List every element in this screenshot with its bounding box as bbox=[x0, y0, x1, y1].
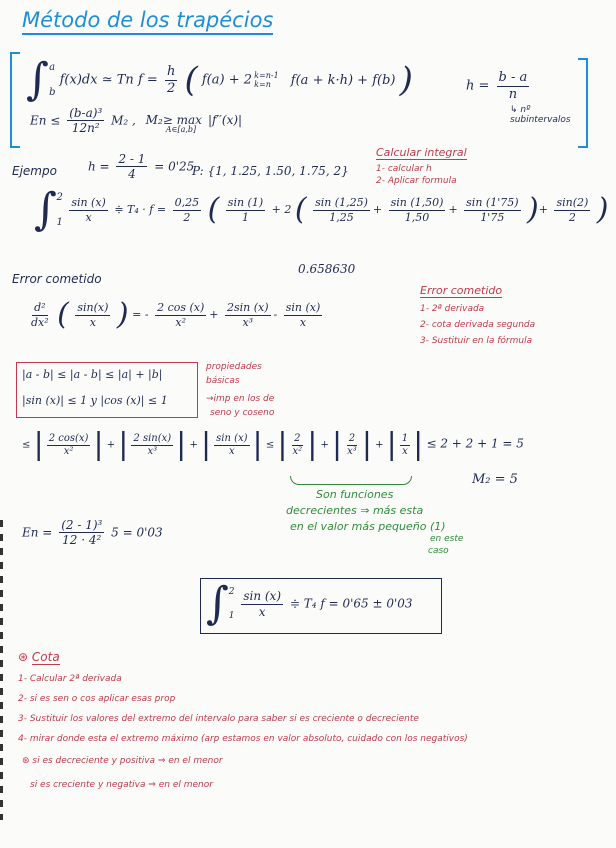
cota-step-1: 1- Calcular 2ª derivada bbox=[18, 674, 122, 684]
frac-den: x bbox=[85, 210, 92, 224]
frac-num: sin (1) bbox=[227, 196, 264, 210]
m2-subscript: A∈[a,b] bbox=[165, 125, 197, 135]
tn-symbol: Tn f bbox=[116, 72, 143, 88]
frac-den: x² bbox=[292, 445, 303, 457]
sinx-over-x bbox=[241, 589, 283, 619]
sum-term: f(a + k·h) + f(b) bbox=[290, 72, 396, 88]
final-result bbox=[206, 578, 413, 629]
integral-sign: ∫ bbox=[34, 184, 57, 235]
error-step-1: 1- 2ª derivada bbox=[420, 304, 485, 314]
example-h bbox=[88, 152, 194, 182]
frac-num: (2 - 1)³ bbox=[61, 518, 103, 532]
partition: P: {1, 1.25, 1.50, 1.75, 2} bbox=[192, 164, 349, 178]
error-lhs: En ≤ bbox=[30, 113, 61, 128]
integral-upper: 2 bbox=[56, 192, 63, 203]
page-title: Método de los trapécios bbox=[22, 8, 273, 35]
frac-den: x² bbox=[175, 315, 186, 329]
integral-lower: b bbox=[49, 87, 56, 98]
frac-num: b - a bbox=[498, 70, 528, 85]
fa-term: f(a) + 2 bbox=[201, 72, 253, 88]
frac-den: x³ bbox=[242, 315, 254, 329]
integrand: f(x)dx bbox=[59, 72, 98, 88]
coef-fraction bbox=[173, 196, 202, 223]
integral-sign: ∫ bbox=[206, 578, 229, 629]
frac-den: x bbox=[402, 445, 408, 457]
h-definition bbox=[466, 70, 532, 102]
cota-heading bbox=[18, 650, 60, 664]
eq-minus: = - bbox=[132, 308, 149, 321]
green-brace bbox=[290, 476, 412, 485]
frac-num: sin(x) bbox=[77, 301, 109, 315]
frac-num: 2 cos(x) bbox=[48, 432, 89, 444]
frac-den: 1,50 bbox=[404, 210, 430, 224]
frac-num: 2 bbox=[348, 432, 356, 444]
prop-note-3: →imp en los de bbox=[206, 394, 275, 404]
plus-two: + 2 bbox=[271, 203, 292, 216]
integral-upper: 2 bbox=[228, 587, 235, 597]
error-formula bbox=[30, 106, 242, 136]
term-4 bbox=[464, 196, 520, 223]
notebook-margin-dots bbox=[0, 520, 3, 820]
paren-open: ( bbox=[57, 297, 69, 332]
h-over-2 bbox=[165, 64, 177, 96]
frac-num: 2sin (x) bbox=[227, 301, 269, 315]
frac-den: 12n² bbox=[71, 121, 100, 136]
integral-sign: ∫ bbox=[26, 54, 49, 105]
frac-num: 1 bbox=[401, 432, 409, 444]
example-label: Ejempo bbox=[12, 164, 57, 178]
d-term-3 bbox=[284, 301, 323, 328]
ineq-result: ≤ 2 + 2 + 1 = 5 bbox=[426, 436, 524, 451]
d-term-1 bbox=[155, 301, 206, 328]
abs-term-5 bbox=[345, 433, 359, 458]
d2-dx2 bbox=[29, 301, 51, 328]
frac-den: x bbox=[229, 445, 235, 457]
green-note-3: en el valor más pequeño (1) bbox=[290, 520, 446, 533]
frac-num: sin(2) bbox=[556, 196, 589, 210]
t4-label: ≑ T₄ · f = bbox=[114, 203, 167, 216]
leq-mid: ≤ bbox=[265, 439, 275, 451]
second-derivative: $\frac{\text{d²}}{\text{dx²}}$ ( $\frac{\sin(x)}{x}$ ) = - $\frac{2 \cos (x)}{\text{x²}}$ + $\frac{2\sin (x)}{\text{x³}}$ - $\frac{\sin (x)}{x}$ bbox=[31, 297, 321, 332]
frac-num: h bbox=[166, 63, 176, 79]
frac-num: sin (x) bbox=[243, 589, 281, 604]
cota-marker-icon: ⊛ bbox=[18, 650, 29, 664]
calc-integral-title: Calcular integral bbox=[376, 146, 467, 159]
prop-note-1: propiedades bbox=[206, 362, 262, 372]
term-1 bbox=[226, 196, 265, 223]
frac-num: sin (x) bbox=[285, 301, 321, 315]
h-def-label: h = bbox=[466, 78, 490, 94]
frac-den: 2 bbox=[183, 210, 191, 224]
paren-open-inner: ( bbox=[294, 192, 307, 227]
en-fraction bbox=[59, 518, 104, 548]
bound-inequality: ≤ | $\frac{2 \cos(x)}{\text{x²}}$ | + | $\frac{2 \sin(x)}{\text{x³}}$ | + | $\frac{\sin (x)}{x}$ | ≤ | $\frac{2}{\text{x²}}$ | + | $\frac{2}{\text{x³}}$ | + | $\frac{1}{x}$ | ≤ 2 + 2 + 1 = 5 bbox=[22, 427, 524, 462]
green-note-2: decrecientes ⇒ más esta bbox=[286, 504, 424, 517]
frac-num: sin (x) bbox=[216, 432, 248, 444]
frac-num: (b-a)³ bbox=[69, 106, 103, 120]
paren-close-inner: ) bbox=[527, 192, 539, 227]
error-side-title: Error cometido bbox=[420, 284, 503, 297]
frac-den: dx² bbox=[31, 315, 49, 329]
cota-step-2: 2- si es sen o cos aplicar esas prop bbox=[18, 694, 176, 704]
frac-num: 2 bbox=[294, 432, 301, 444]
paren-close: ) bbox=[596, 192, 609, 227]
frac-den: x³ bbox=[347, 445, 357, 457]
en-lhs: En = bbox=[22, 525, 53, 540]
abs-term-4 bbox=[291, 433, 305, 458]
approx-symbol: ≃ bbox=[101, 72, 113, 88]
abs-term-6 bbox=[400, 433, 410, 458]
paren-close: ) bbox=[116, 297, 129, 332]
m2-definition: M₂≥ max bbox=[145, 113, 202, 128]
error-step-3: 3- Sustituir en la fórmula bbox=[420, 336, 533, 346]
frac-den: 12 · 4² bbox=[62, 533, 102, 548]
cota-step-3: 3- Sustituir los valores del extremo del intervalo para saber si es creciente o decreciente bbox=[18, 714, 419, 724]
cota-title: Cota bbox=[31, 650, 60, 664]
h-fraction bbox=[116, 152, 147, 182]
frac-num: 2 - 1 bbox=[118, 152, 146, 166]
frac-num: 0,25 bbox=[174, 196, 200, 210]
example-integral: ∫ 2 1 $\frac{\sin (x)}{x}$ ≑ T₄ · f = $\frac{0,25}{2}$ ( $\frac{\sin (1)}{1}$ + 2 ( $\frac{\sin (1,25)}{1,25}$ + $\frac{\sin (1,50)}{1,50}$ + $\frac{\sin (1'75)}{1'75}$ )+ $\frac{\sin(2)}{2}$ ) bbox=[34, 184, 609, 235]
final-rhs: ≑ T₄ f = 0'65 ± 0'03 bbox=[289, 596, 413, 611]
m2-rhs: |f′′(x)| bbox=[207, 113, 243, 128]
frac-num: 2 cos (x) bbox=[157, 301, 205, 315]
paren-open: ( bbox=[184, 60, 198, 100]
en-value bbox=[22, 518, 163, 548]
error-fraction bbox=[67, 106, 104, 136]
integral-upper: a bbox=[49, 62, 56, 73]
frac-den: x bbox=[299, 315, 307, 329]
sinx-over-x bbox=[75, 301, 110, 328]
term-2 bbox=[313, 196, 370, 223]
cota-step-4: 4- mirar donde esta el extremo máximo (arp estamos en valor absoluto, cuidado con los negativos) bbox=[18, 734, 468, 744]
sinx-over-x bbox=[69, 196, 108, 223]
frac-den: 2 bbox=[568, 210, 576, 224]
frac-den: n bbox=[508, 86, 518, 102]
frac-num: d² bbox=[34, 301, 46, 315]
frac-den: x bbox=[89, 315, 96, 329]
m2-value: M₂ = 5 bbox=[472, 472, 518, 487]
error-m2: M₂ , bbox=[111, 113, 136, 128]
frac-den: 4 bbox=[128, 167, 136, 182]
equals: = bbox=[146, 72, 158, 88]
h-rhs: = 0'25 bbox=[154, 159, 195, 174]
frac-den: x² bbox=[63, 445, 74, 457]
formula-left-bracket bbox=[10, 52, 20, 148]
paren-close: ) bbox=[399, 60, 413, 100]
h-lhs: h = bbox=[88, 159, 110, 174]
green-note-4: en este bbox=[430, 534, 464, 544]
frac-den: 1 bbox=[241, 210, 249, 224]
leq: ≤ bbox=[22, 439, 31, 451]
frac-num: sin (1,25) bbox=[315, 196, 368, 210]
h-def-fraction bbox=[497, 70, 530, 102]
green-note-1: Son funciones bbox=[316, 488, 394, 501]
frac-num: sin (x) bbox=[71, 196, 106, 210]
calc-step-1: 1- calcular h bbox=[376, 164, 432, 174]
term-5 bbox=[554, 196, 590, 223]
d-term-2 bbox=[225, 301, 271, 328]
formula-right-bracket bbox=[578, 58, 588, 148]
prop-note-4: seno y coseno bbox=[210, 408, 275, 418]
frac-den: 1,25 bbox=[329, 210, 354, 224]
frac-den: 1'75 bbox=[480, 210, 505, 224]
integral-lower: 1 bbox=[56, 217, 63, 228]
sum-top: k=n-1 bbox=[254, 71, 279, 80]
abs-term-1 bbox=[47, 433, 91, 458]
error-label: Error cometido bbox=[12, 272, 102, 286]
paren-open: ( bbox=[207, 192, 220, 227]
example-result: 0.658630 bbox=[298, 262, 356, 276]
triangle-inequality: |a - b| ≤ |a - b| ≤ |a| + |b| bbox=[22, 368, 163, 381]
frac-num: sin (1,50) bbox=[390, 196, 444, 210]
integral-lower: 1 bbox=[228, 611, 235, 621]
frac-den: 2 bbox=[167, 80, 176, 96]
cota-note-1: ⊛ si es decreciente y positiva ⇒ en el menor bbox=[22, 756, 223, 766]
en-rhs: 5 = 0'03 bbox=[111, 525, 163, 540]
abs-term-3 bbox=[214, 433, 249, 458]
green-note-5: caso bbox=[428, 546, 449, 556]
sin-cos-bound: |sin (x)| ≤ 1 y |cos (x)| ≤ 1 bbox=[22, 394, 168, 407]
frac-den: x bbox=[258, 604, 266, 619]
prop-note-2: básicas bbox=[206, 376, 240, 386]
term-3 bbox=[389, 196, 446, 223]
sum-bottom: k=n bbox=[254, 80, 271, 89]
frac-num: sin (1'75) bbox=[466, 196, 519, 210]
frac-num: 2 sin(x) bbox=[133, 432, 172, 444]
n-subintervals-note: ↳ nº subintervalos bbox=[510, 105, 571, 125]
frac-den: x³ bbox=[147, 445, 158, 457]
abs-term-2 bbox=[131, 433, 173, 458]
calc-step-2: 2- Aplicar formula bbox=[376, 176, 457, 186]
trapezoid-formula bbox=[26, 54, 413, 105]
error-step-2: 2- cota derivada segunda bbox=[420, 320, 536, 330]
cota-note-2: si es creciente y negativa ⇒ en el menor bbox=[30, 780, 213, 790]
